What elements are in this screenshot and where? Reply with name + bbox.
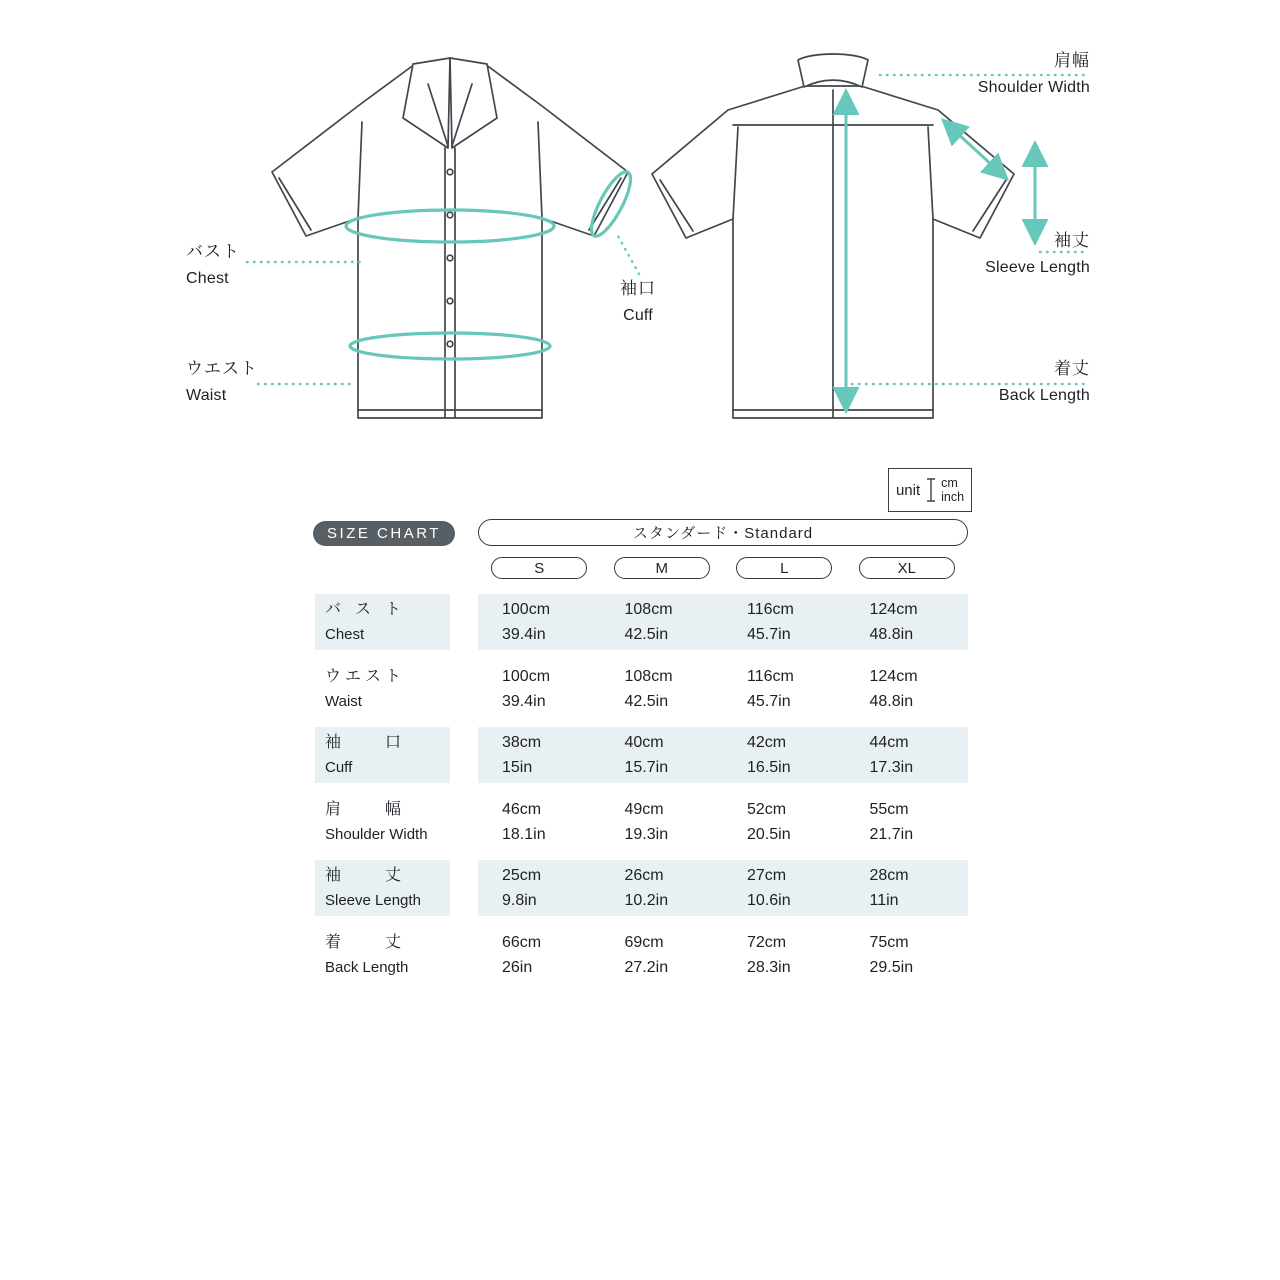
- value-cm: 40cm: [624, 734, 664, 751]
- value-inch: 39.4in: [502, 626, 546, 643]
- value-cm: 124cm: [869, 601, 918, 618]
- value-cell-xl: [846, 661, 969, 717]
- value-cell-l: [723, 927, 846, 983]
- value-cm: 42cm: [747, 734, 787, 751]
- value-cell-xl: [846, 727, 969, 783]
- value-cm: 49cm: [624, 800, 664, 818]
- value-cell-xl: [846, 860, 969, 916]
- category-header: スタンダード・Standard: [478, 519, 968, 546]
- value-inch: 21.7in: [869, 825, 914, 843]
- value-cm: 108cm: [624, 601, 673, 618]
- waist-diagram-label: [186, 360, 258, 404]
- value-cm: 108cm: [624, 667, 673, 685]
- back-length-diagram-label: [900, 360, 1090, 404]
- value-cell-s: [478, 594, 601, 650]
- value-inch: 17.3in: [869, 759, 914, 776]
- sleeve-diagram-label: [900, 232, 1090, 276]
- value-inch: 42.5in: [624, 626, 669, 643]
- value-inch: 48.8in: [869, 692, 914, 710]
- unit-cm: cm: [941, 476, 958, 490]
- value-cm: 52cm: [747, 800, 787, 818]
- value-cell-l: [723, 594, 846, 650]
- row-label-en: Waist: [325, 692, 362, 710]
- value-cm: 44cm: [869, 734, 909, 751]
- table-row-waist: [315, 661, 968, 717]
- row-values: [478, 927, 968, 983]
- value-cm: 100cm: [502, 601, 551, 618]
- value-cm: 124cm: [869, 667, 918, 685]
- value-inch: 15.7in: [624, 759, 669, 776]
- row-label: [315, 794, 450, 850]
- value-cell-s: [478, 727, 601, 783]
- row-label-en: Back Length: [325, 958, 409, 976]
- row-values: [478, 860, 968, 916]
- back-length-label-en: Back Length: [998, 387, 1090, 404]
- unit-inch: inch: [941, 490, 965, 504]
- shoulder-label-en: Shoulder Width: [977, 79, 1090, 96]
- row-label-en: Sleeve Length: [325, 892, 421, 909]
- size-pill-m: M: [614, 557, 710, 579]
- value-cell-l: [723, 860, 846, 916]
- value-cell-m: [601, 727, 724, 783]
- table-row-back-length: [315, 927, 968, 983]
- value-inch: 45.7in: [747, 626, 791, 643]
- value-inch: 18.1in: [502, 825, 546, 843]
- size-pill-s: S: [491, 557, 587, 579]
- row-values: [478, 594, 968, 650]
- value-cm: 55cm: [869, 800, 909, 818]
- value-cell-m: [601, 860, 724, 916]
- row-label: [315, 860, 450, 916]
- table-row-shoulder-width: [315, 794, 968, 850]
- value-cm: 116cm: [747, 601, 794, 618]
- row-values: [478, 794, 968, 850]
- value-cm: 26cm: [624, 867, 664, 884]
- value-inch: 16.5in: [747, 759, 791, 776]
- shoulder-label-jp: 肩幅: [1054, 51, 1090, 70]
- value-cell-xl: [846, 927, 969, 983]
- size-table: [315, 594, 968, 993]
- chest-label-en: Chest: [186, 270, 229, 287]
- value-cell-s: [478, 794, 601, 850]
- row-label-jp: 肩幅: [325, 800, 401, 818]
- row-label: [315, 927, 450, 983]
- value-cm: 66cm: [502, 933, 542, 951]
- value-inch: 48.8in: [869, 626, 914, 643]
- waist-label-jp: ウエスト: [186, 359, 258, 378]
- size-chart-title: SIZE CHART: [313, 521, 455, 546]
- value-inch: 39.4in: [502, 692, 546, 710]
- cuff-label-jp: 袖口: [620, 279, 656, 298]
- value-cell-s: [478, 661, 601, 717]
- value-cell-l: [723, 661, 846, 717]
- size-pill-l: L: [736, 557, 832, 579]
- value-inch: 9.8in: [502, 892, 537, 909]
- row-values: [478, 661, 968, 717]
- value-cell-s: [478, 927, 601, 983]
- row-label-en: Shoulder Width: [325, 825, 428, 843]
- unit-box: [888, 468, 972, 512]
- value-cm: 75cm: [869, 933, 909, 951]
- value-cell-m: [601, 594, 724, 650]
- value-cm: 28cm: [869, 867, 909, 884]
- size-pill-xl: XL: [859, 557, 955, 579]
- value-cm: 72cm: [747, 933, 787, 951]
- value-inch: 11in: [869, 892, 899, 909]
- row-label: [315, 594, 450, 650]
- value-inch: 42.5in: [624, 692, 669, 710]
- value-inch: 28.3in: [747, 958, 791, 976]
- value-cell-l: [723, 794, 846, 850]
- row-label-en: Cuff: [325, 759, 353, 776]
- value-cm: 100cm: [502, 667, 551, 685]
- cuff-diagram-label: [600, 280, 676, 324]
- value-cell-xl: [846, 594, 969, 650]
- value-cm: 25cm: [502, 867, 542, 884]
- value-inch: 20.5in: [747, 825, 791, 843]
- sleeve-label-jp: 袖丈: [1054, 231, 1090, 250]
- value-inch: 45.7in: [747, 692, 791, 710]
- unit-values: [941, 476, 964, 504]
- chest-label-jp: バスト: [186, 242, 240, 261]
- row-label-jp: 袖口: [325, 734, 401, 751]
- row-label: [315, 727, 450, 783]
- value-cm: 69cm: [624, 933, 664, 951]
- unit-bracket-icon: [925, 474, 936, 506]
- row-label-jp: ウエスト: [325, 667, 401, 685]
- value-inch: 27.2in: [624, 958, 669, 976]
- front-shirt-drawing: [272, 58, 628, 418]
- value-cell-xl: [846, 794, 969, 850]
- value-inch: 10.2in: [624, 892, 669, 909]
- row-label-jp: バスト: [325, 601, 401, 618]
- value-cm: 38cm: [502, 734, 542, 751]
- table-row-sleeve-length: [315, 860, 968, 916]
- value-cell-m: [601, 794, 724, 850]
- value-inch: 26in: [502, 958, 533, 976]
- value-inch: 15in: [502, 759, 533, 776]
- chest-diagram-label: [186, 243, 240, 287]
- sleeve-label-en: Sleeve Length: [985, 259, 1090, 276]
- value-inch: 10.6in: [747, 892, 791, 909]
- value-cm: 46cm: [502, 800, 542, 818]
- table-row-chest: [315, 594, 968, 650]
- unit-label: unit: [895, 481, 921, 499]
- row-label-jp: 袖丈: [325, 867, 401, 884]
- value-inch: 19.3in: [624, 825, 669, 843]
- value-cell-m: [601, 927, 724, 983]
- table-row-cuff: [315, 727, 968, 783]
- value-cell-s: [478, 860, 601, 916]
- value-inch: 29.5in: [869, 958, 914, 976]
- value-cm: 27cm: [747, 867, 787, 884]
- cuff-label-en: Cuff: [623, 307, 653, 324]
- cuff-leader: [618, 236, 639, 274]
- row-label-jp: 着丈: [325, 933, 401, 951]
- value-cell-m: [601, 661, 724, 717]
- size-header-row: [478, 557, 968, 579]
- shoulder-diagram-label: [900, 52, 1090, 96]
- row-values: [478, 727, 968, 783]
- back-length-label-jp: 着丈: [1054, 359, 1090, 378]
- row-label-en: Chest: [325, 626, 365, 643]
- row-label: [315, 661, 450, 717]
- waist-label-en: Waist: [186, 387, 227, 404]
- value-cm: 116cm: [747, 667, 794, 685]
- value-cell-l: [723, 727, 846, 783]
